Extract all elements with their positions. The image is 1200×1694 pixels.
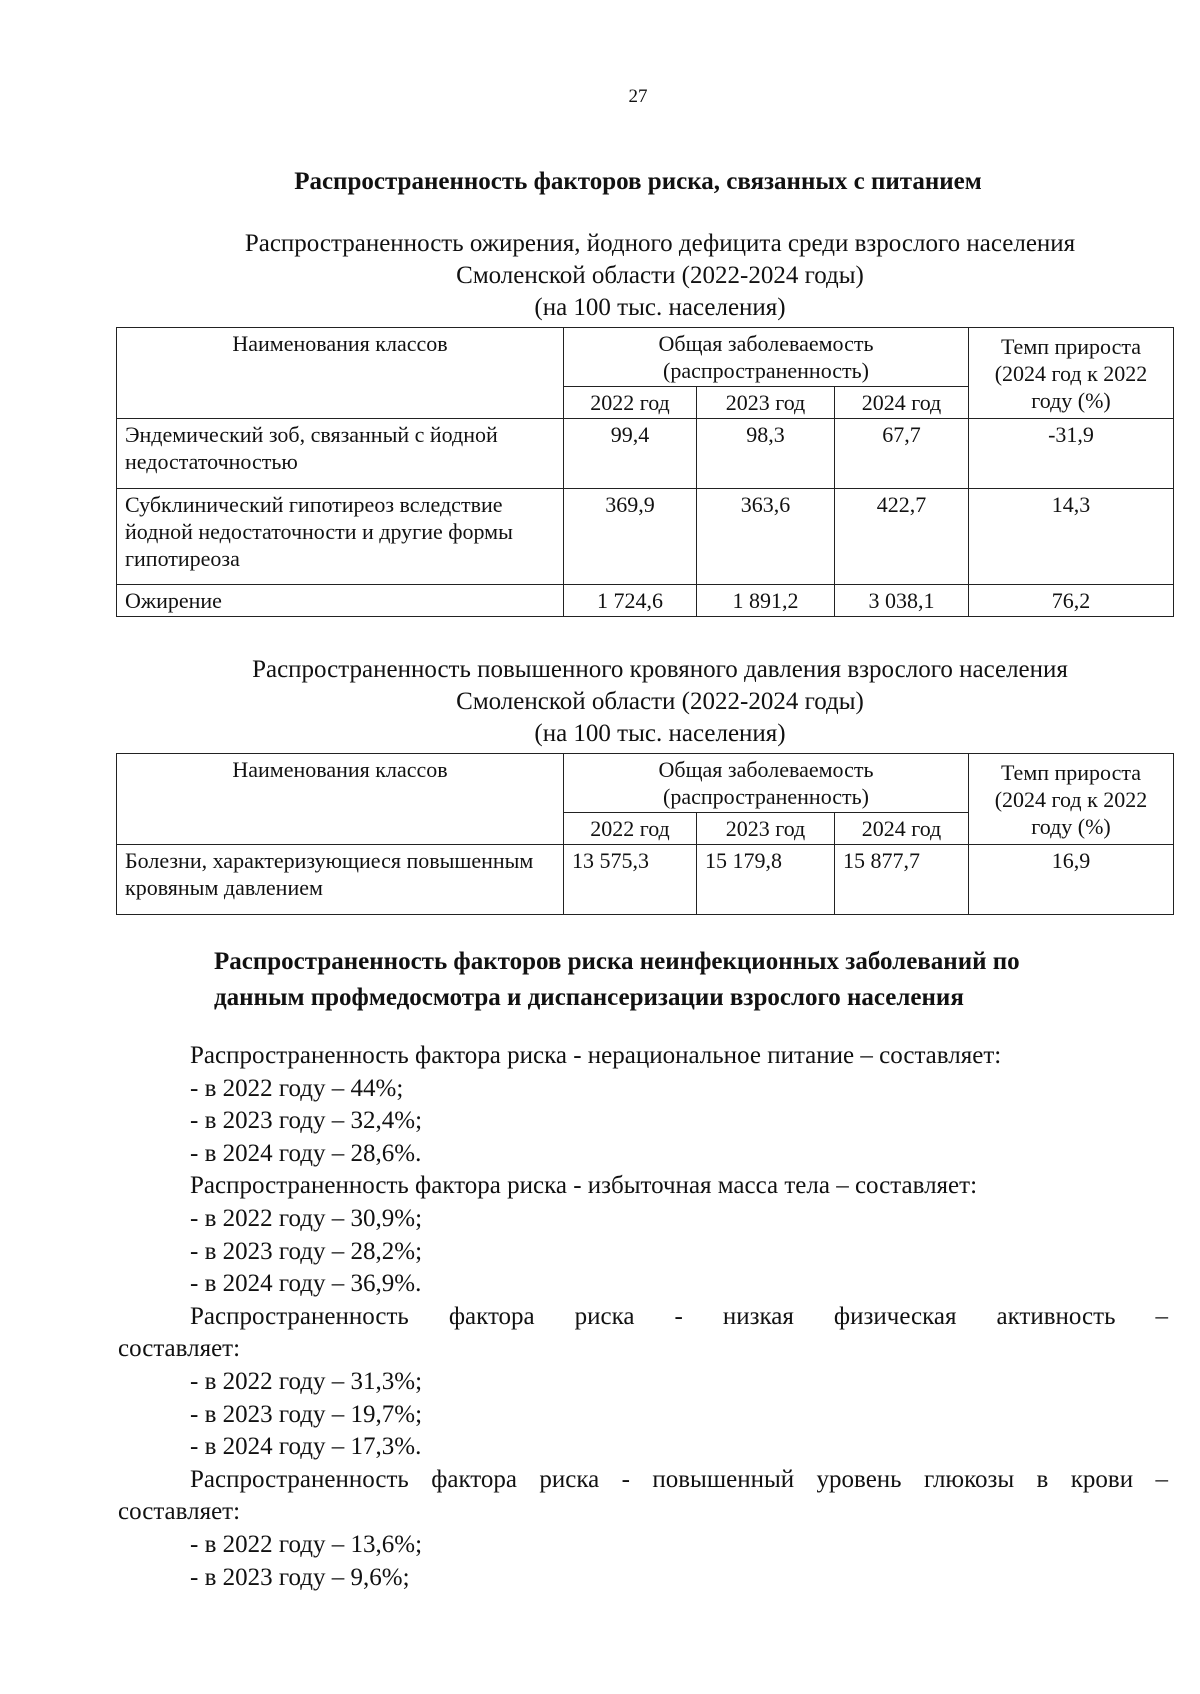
list-item: - в 2024 году – 17,3%. xyxy=(190,1433,422,1461)
factor-intro: Распространенность фактора риска - избыточная масса тела – составляет: xyxy=(190,1172,978,1200)
header-year-2024: 2024 год xyxy=(835,813,969,845)
page-number: 27 xyxy=(628,86,648,107)
table2-caption-line: Смоленской области (2022-2024 годы) xyxy=(456,688,864,715)
table2-caption-line: (на 100 тыс. населения) xyxy=(534,720,786,747)
table1-caption-line: Распространенность ожирения, йодного дефицита среди взрослого населения xyxy=(244,230,1076,257)
table-obesity-iodine xyxy=(116,327,1174,617)
list-item: - в 2023 году – 9,6%; xyxy=(190,1563,410,1591)
value-growth: 16,9 xyxy=(969,845,1174,915)
table-header-row xyxy=(117,328,1174,387)
row-name: Эндемический зоб, связанный с йодной недостаточностью xyxy=(117,419,564,489)
table-row xyxy=(117,845,1174,915)
list-item: - в 2022 году – 13,6%; xyxy=(190,1530,423,1558)
factor-intro-continued: составляет: xyxy=(118,1498,241,1526)
list-item: - в 2024 году – 28,6%. xyxy=(190,1139,422,1167)
value-2022: 1 724,6 xyxy=(564,585,697,617)
factor-intro: Распространенность фактора риска - повышенный уровень глюкозы в крови – xyxy=(190,1465,1168,1493)
list-item: - в 2023 году – 32,4%; xyxy=(190,1107,423,1135)
list-item: - в 2023 году – 28,2%; xyxy=(190,1237,423,1265)
table1-caption xyxy=(140,228,1180,324)
value-2023: 363,6 xyxy=(697,489,835,585)
list-item: - в 2022 году – 31,3%; xyxy=(190,1367,423,1395)
row-name: Ожирение xyxy=(117,585,564,617)
factor-intro-continued: составляет: xyxy=(118,1335,241,1363)
row-name: Болезни, характеризующиеся повышенным кровяным давлением xyxy=(117,845,564,915)
value-2024: 15 877,7 xyxy=(835,845,969,915)
section-title-line: Распространенность факторов риска неинфекционных заболеваний по xyxy=(214,948,1020,975)
factor-intro: Распространенность фактора риска - низкая физическая активность – xyxy=(190,1302,1168,1330)
value-2024: 422,7 xyxy=(835,489,969,585)
list-item: - в 2024 году – 36,9%. xyxy=(190,1270,422,1298)
list-item: - в 2022 году – 30,9%; xyxy=(190,1204,423,1232)
header-class-names: Наименования классов xyxy=(117,754,564,845)
value-2023: 98,3 xyxy=(697,419,835,489)
header-prevalence: Общая заболеваемость (распространенность) xyxy=(564,328,969,387)
value-2024: 3 038,1 xyxy=(835,585,969,617)
table-blood-pressure xyxy=(116,753,1174,915)
factor-intro: Распространенность фактора риска - нерациональное питание – составляет: xyxy=(190,1042,1002,1069)
header-growth-rate: Темп прироста (2024 год к 2022 году (%) xyxy=(969,754,1174,845)
value-2023: 1 891,2 xyxy=(697,585,835,617)
value-2022: 13 575,3 xyxy=(564,845,697,915)
value-2022: 369,9 xyxy=(564,489,697,585)
header-prevalence: Общая заболеваемость (распространенность) xyxy=(564,754,969,813)
header-growth-rate: Темп прироста (2024 год к 2022 году (%) xyxy=(969,328,1174,419)
header-year-2023: 2023 год xyxy=(697,813,835,845)
value-growth: 76,2 xyxy=(969,585,1174,617)
risk-factor-list xyxy=(118,1040,1168,1594)
header-year-2022: 2022 год xyxy=(564,387,697,419)
table1-caption-line: (на 100 тыс. населения) xyxy=(534,294,786,321)
table-header-row xyxy=(117,754,1174,813)
table-row xyxy=(117,489,1174,585)
header-year-2022: 2022 год xyxy=(564,813,697,845)
table-row xyxy=(117,419,1174,489)
table-row xyxy=(117,585,1174,617)
table1-caption-line: Смоленской области (2022-2024 годы) xyxy=(456,262,864,289)
value-2022: 99,4 xyxy=(564,419,697,489)
header-year-2023: 2023 год xyxy=(697,387,835,419)
value-growth: 14,3 xyxy=(969,489,1174,585)
section-title-line: данным профмедосмотра и диспансеризации взрослого населения xyxy=(214,984,964,1011)
row-name: Субклинический гипотиреоз вследствие йодной недостаточности и другие формы гипотиреоза xyxy=(117,489,564,585)
list-item: - в 2022 году – 44%; xyxy=(190,1074,404,1102)
table2-caption xyxy=(140,654,1180,750)
value-growth: -31,9 xyxy=(969,419,1174,489)
section-title-nutrition: Распространенность факторов риска, связанных с питанием xyxy=(294,168,982,195)
list-item: - в 2023 году – 19,7%; xyxy=(190,1400,423,1428)
header-class-names: Наименования классов xyxy=(117,328,564,419)
value-2024: 67,7 xyxy=(835,419,969,489)
header-year-2024: 2024 год xyxy=(835,387,969,419)
value-2023: 15 179,8 xyxy=(697,845,835,915)
table2-caption-line: Распространенность повышенного кровяного давления взрослого населения xyxy=(252,656,1068,683)
section-title-risk-factors xyxy=(214,944,1184,1016)
